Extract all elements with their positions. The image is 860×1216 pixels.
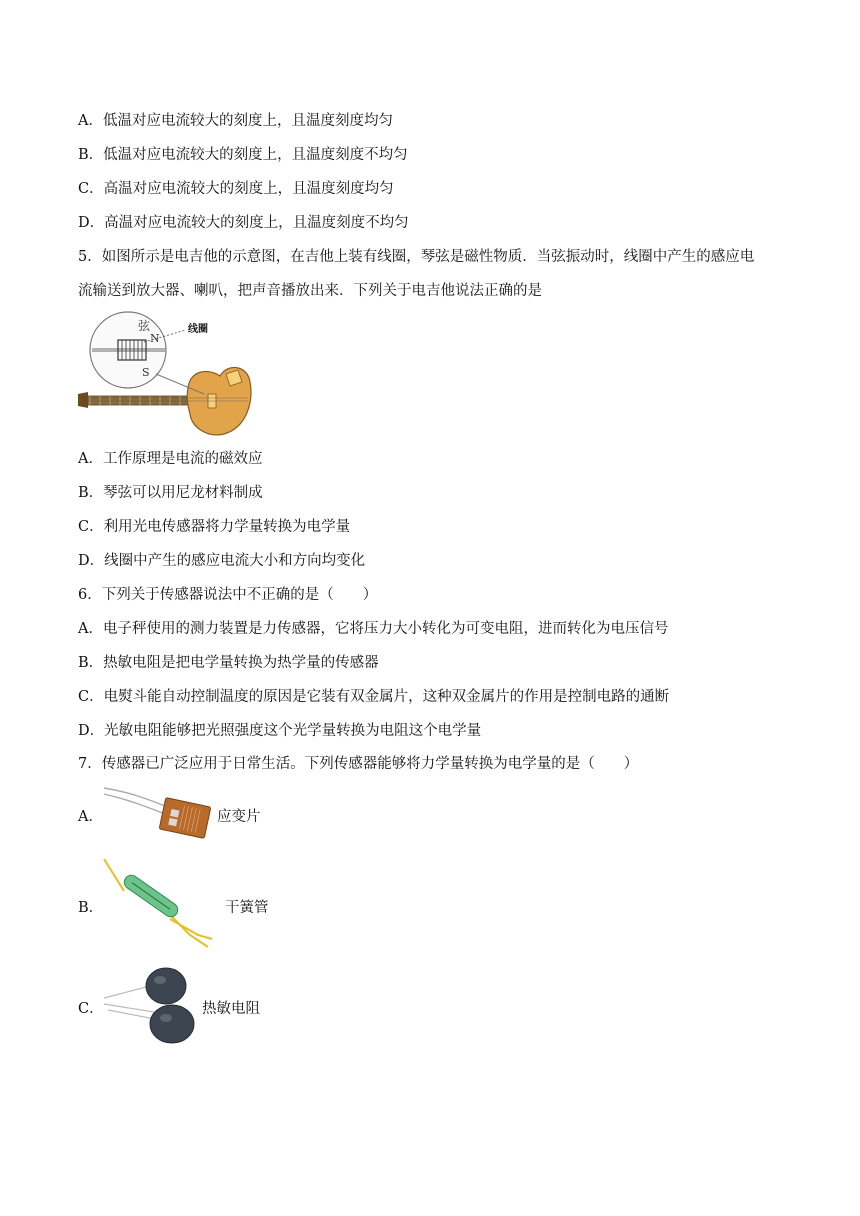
thermistor-image	[98, 962, 203, 1047]
q6-option-d: D．光敏电阻能够把光照强度这个光学量转换为电阻这个电学量	[78, 723, 482, 739]
q4-option-a: A．低温对应电流较大的刻度上，且温度刻度均匀	[78, 113, 393, 129]
q6-option-b: B．热敏电阻是把电学量转换为热学量的传感器	[78, 655, 379, 671]
q6-option-a: A．电子秤使用的测力装置是力传感器，它将压力大小转化为可变电阻，进而转化为电压信号	[78, 621, 669, 637]
q5-option-d: D．线圈中产生的感应电流大小和方向均变化	[78, 553, 366, 569]
string-label: 弦	[138, 319, 151, 333]
q7-option-a-letter: A．	[78, 809, 103, 825]
q5-option-b: B．琴弦可以用尼龙材料制成	[78, 485, 263, 501]
q7-option-a-caption: 应变片	[217, 809, 261, 825]
strain-gauge-image	[100, 782, 215, 842]
q5-option-c: C．利用光电传感器将力学量转换为电学量	[78, 519, 351, 535]
q6-stem: 6．下列关于传感器说法中不正确的是（ ）	[78, 587, 378, 603]
q7-option-c-caption: 热敏电阻	[202, 1001, 260, 1017]
q5-stem-line2: 流输送到放大器、喇叭，把声音播放出来．下列关于电吉他说法正确的是	[78, 283, 542, 299]
q7-option-b-letter: B．	[78, 900, 104, 916]
electric-guitar-figure	[78, 310, 258, 440]
guitar-headstock	[78, 392, 88, 408]
coil-label: 线圈	[188, 324, 208, 335]
pole-s-label: S	[142, 366, 150, 379]
q4-option-c: C．高温对应电流较大的刻度上，且温度刻度均匀	[78, 181, 394, 197]
q7-option-b-caption: 干簧管	[225, 900, 269, 916]
q5-option-a: A．工作原理是电流的磁效应	[78, 451, 263, 467]
reed-switch-image	[98, 855, 223, 955]
q4-option-b: B．低温对应电流较大的刻度上，且温度刻度不均匀	[78, 147, 408, 163]
q4-option-d: D．高温对应电流较大的刻度上，且温度刻度不均匀	[78, 215, 409, 231]
q5-stem-line1: 5．如图所示是电吉他的示意图，在吉他上装有线圈，琴弦是磁性物质．当弦振动时，线圈中产生的感应电	[78, 249, 755, 265]
q7-stem: 7．传感器已广泛应用于日常生活。下列传感器能够将力学量转换为电学量的是（ ）	[78, 756, 639, 772]
pole-n-label: N	[150, 332, 160, 345]
q6-option-c: C．电熨斗能自动控制温度的原因是它装有双金属片，这种双金属片的作用是控制电路的通断	[78, 689, 670, 705]
q7-option-c-letter: C．	[78, 1001, 104, 1017]
